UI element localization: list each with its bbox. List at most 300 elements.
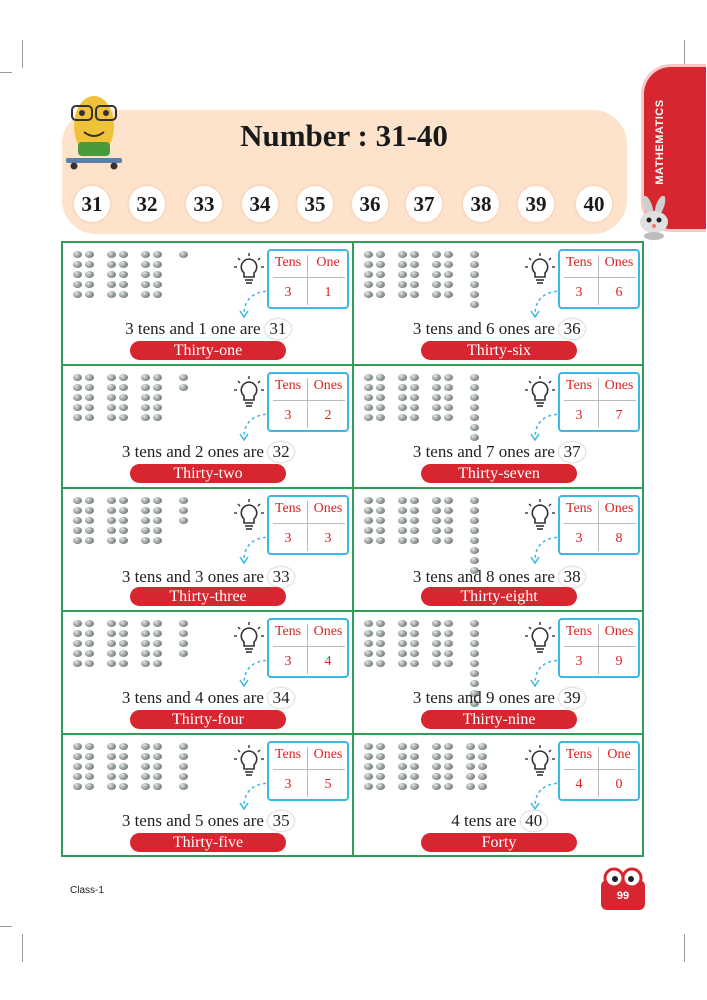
crop-mark xyxy=(22,934,23,962)
ten-bead xyxy=(153,394,162,401)
sentence-number: 38 xyxy=(559,567,585,587)
number-card xyxy=(63,735,353,857)
page-number-badge xyxy=(598,864,648,912)
box-divider xyxy=(273,523,345,524)
ten-bead xyxy=(410,783,419,790)
ten-bead xyxy=(364,261,373,268)
sentence-number: 31 xyxy=(265,319,291,339)
box-divider xyxy=(564,400,636,401)
ten-bead xyxy=(478,743,487,750)
one-bead xyxy=(470,517,479,524)
ones-header: Ones xyxy=(604,378,634,393)
ten-bead xyxy=(85,517,94,524)
number-card xyxy=(63,243,353,365)
ten-bead xyxy=(444,507,453,514)
ten-bead xyxy=(107,291,116,298)
ones-value: 9 xyxy=(615,654,623,669)
number-card xyxy=(63,612,353,734)
number-sentence xyxy=(63,319,353,339)
ten-bead xyxy=(432,620,441,627)
ten-bead xyxy=(432,291,441,298)
ten-bead xyxy=(376,743,385,750)
ten-bead xyxy=(85,271,94,278)
number-sentence xyxy=(354,567,644,587)
ten-bead xyxy=(85,394,94,401)
ten-bead xyxy=(107,743,116,750)
ten-bead xyxy=(364,374,373,381)
ten-bead xyxy=(107,773,116,780)
ones-value: 2 xyxy=(324,408,332,423)
ten-bead xyxy=(73,763,82,770)
ten-bead xyxy=(364,650,373,657)
ten-bead xyxy=(119,291,128,298)
ten-bead xyxy=(119,404,128,411)
ten-bead xyxy=(85,414,94,421)
tens-header: Tens xyxy=(274,378,302,393)
ten-bead xyxy=(153,630,162,637)
ten-bead xyxy=(119,763,128,770)
number-chip: 32 xyxy=(129,186,165,222)
place-value-box xyxy=(558,618,640,678)
ten-bead xyxy=(398,640,407,647)
ten-bead xyxy=(410,773,419,780)
ones-header: One xyxy=(316,255,340,270)
ten-bead xyxy=(141,650,150,657)
sentence-text: 3 tens and 1 one are xyxy=(125,319,261,338)
ten-bead xyxy=(444,620,453,627)
box-divider xyxy=(307,747,308,797)
light-bulb-icon xyxy=(233,253,265,287)
ten-bead xyxy=(398,620,407,627)
ten-bead xyxy=(141,497,150,504)
box-divider xyxy=(273,769,345,770)
ten-bead xyxy=(432,650,441,657)
sentence-text: 3 tens and 7 ones are xyxy=(412,442,555,461)
ten-bead xyxy=(432,527,441,534)
ten-bead xyxy=(153,414,162,421)
ten-bead xyxy=(398,394,407,401)
ten-bead xyxy=(119,374,128,381)
light-bulb-icon xyxy=(233,376,265,410)
ten-bead xyxy=(119,620,128,627)
ten-bead xyxy=(444,527,453,534)
ten-bead xyxy=(410,620,419,627)
tens-value: 4 xyxy=(575,777,583,792)
ten-bead xyxy=(376,507,385,514)
ten-bead xyxy=(73,374,82,381)
ten-bead xyxy=(85,261,94,268)
ten-bead xyxy=(432,507,441,514)
ten-bead xyxy=(119,527,128,534)
ten-bead xyxy=(73,404,82,411)
ten-bead xyxy=(107,394,116,401)
ten-bead xyxy=(398,773,407,780)
ten-bead xyxy=(432,630,441,637)
ten-bead xyxy=(444,384,453,391)
ten-bead xyxy=(119,281,128,288)
ten-bead xyxy=(398,374,407,381)
ten-bead xyxy=(398,517,407,524)
ten-bead xyxy=(376,783,385,790)
ten-bead xyxy=(73,507,82,514)
ten-bead xyxy=(119,743,128,750)
ten-bead xyxy=(376,630,385,637)
number-card xyxy=(354,489,644,611)
sentence-number: 37 xyxy=(559,442,585,462)
ten-bead xyxy=(141,261,150,268)
ten-bead xyxy=(85,374,94,381)
ten-bead xyxy=(73,783,82,790)
ten-bead xyxy=(85,753,94,760)
ten-bead xyxy=(141,281,150,288)
ten-bead xyxy=(376,384,385,391)
ten-bead xyxy=(107,507,116,514)
sentence-text: 3 tens and 8 ones are xyxy=(412,567,555,586)
ten-bead xyxy=(364,394,373,401)
ten-bead xyxy=(444,251,453,258)
ten-bead xyxy=(398,650,407,657)
ten-bead xyxy=(444,261,453,268)
ten-bead xyxy=(73,753,82,760)
number-sentence xyxy=(354,442,644,462)
ten-bead xyxy=(478,763,487,770)
one-bead xyxy=(470,660,479,667)
number-word-label: Thirty-five xyxy=(130,833,286,852)
number-word-label: Thirty-six xyxy=(421,341,577,360)
ten-bead xyxy=(141,271,150,278)
ten-bead xyxy=(444,640,453,647)
ten-bead xyxy=(364,527,373,534)
ten-bead xyxy=(153,620,162,627)
one-bead xyxy=(179,650,188,657)
ten-bead xyxy=(141,291,150,298)
ten-bead xyxy=(444,650,453,657)
ten-bead xyxy=(432,660,441,667)
ten-bead xyxy=(107,404,116,411)
ten-bead xyxy=(141,251,150,258)
ten-bead xyxy=(364,763,373,770)
ten-bead xyxy=(478,753,487,760)
ten-bead xyxy=(119,660,128,667)
ten-bead xyxy=(107,640,116,647)
ten-bead xyxy=(107,660,116,667)
ten-bead xyxy=(153,291,162,298)
ten-bead xyxy=(73,650,82,657)
ones-value: 8 xyxy=(615,531,623,546)
number-chip: 37 xyxy=(406,186,442,222)
ten-bead xyxy=(153,404,162,411)
ten-bead xyxy=(73,281,82,288)
one-bead xyxy=(179,763,188,770)
ten-bead xyxy=(85,783,94,790)
counting-beads xyxy=(364,497,494,567)
sentence-number: 35 xyxy=(268,811,294,831)
ten-bead xyxy=(141,414,150,421)
ten-bead xyxy=(398,753,407,760)
number-chip: 39 xyxy=(518,186,554,222)
ten-bead xyxy=(444,414,453,421)
ten-bead xyxy=(398,743,407,750)
sentence-text: 3 tens and 3 ones are xyxy=(121,567,264,586)
ten-bead xyxy=(410,660,419,667)
ten-bead xyxy=(141,620,150,627)
ten-bead xyxy=(73,743,82,750)
ten-bead xyxy=(153,660,162,667)
one-bead xyxy=(470,557,479,564)
ten-bead xyxy=(398,763,407,770)
ten-bead xyxy=(364,537,373,544)
sentence-number: 39 xyxy=(559,688,585,708)
one-bead xyxy=(470,497,479,504)
ten-bead xyxy=(444,537,453,544)
ten-bead xyxy=(107,251,116,258)
ten-bead xyxy=(119,394,128,401)
number-card xyxy=(63,489,353,611)
sentence-number: 32 xyxy=(268,442,294,462)
ten-bead xyxy=(410,630,419,637)
ten-bead xyxy=(398,660,407,667)
light-bulb-icon xyxy=(233,745,265,779)
ten-bead xyxy=(410,640,419,647)
tens-header: Tens xyxy=(565,624,593,639)
ten-bead xyxy=(444,517,453,524)
ten-bead xyxy=(73,261,82,268)
number-word-label: Thirty-four xyxy=(130,710,286,729)
ten-bead xyxy=(466,763,475,770)
number-card xyxy=(354,735,644,857)
ten-bead xyxy=(153,517,162,524)
ten-bead xyxy=(444,743,453,750)
ten-bead xyxy=(107,763,116,770)
ten-bead xyxy=(410,261,419,268)
ten-bead xyxy=(119,640,128,647)
ten-bead xyxy=(153,773,162,780)
ten-bead xyxy=(141,507,150,514)
one-bead xyxy=(179,640,188,647)
ten-bead xyxy=(85,281,94,288)
ones-header: Ones xyxy=(313,747,343,762)
ones-value: 0 xyxy=(615,777,623,792)
number-word-label: Thirty-seven xyxy=(421,464,577,483)
ten-bead xyxy=(364,384,373,391)
ten-bead xyxy=(107,517,116,524)
ten-bead xyxy=(141,773,150,780)
ones-value: 4 xyxy=(324,654,332,669)
ten-bead xyxy=(398,261,407,268)
sentence-text: 3 tens and 6 ones are xyxy=(412,319,555,338)
number-chip: 33 xyxy=(186,186,222,222)
ten-bead xyxy=(364,743,373,750)
ten-bead xyxy=(85,537,94,544)
ten-bead xyxy=(432,261,441,268)
ten-bead xyxy=(73,517,82,524)
subject-tab-label: MATHEMATICS xyxy=(654,99,666,185)
one-bead xyxy=(470,384,479,391)
box-divider xyxy=(564,769,636,770)
ten-bead xyxy=(376,640,385,647)
ten-bead xyxy=(364,507,373,514)
counting-beads xyxy=(73,743,203,813)
one-bead xyxy=(470,547,479,554)
sentence-text: 4 tens are xyxy=(451,811,517,830)
tens-header: Tens xyxy=(274,255,302,270)
number-chip: 38 xyxy=(463,186,499,222)
crop-mark xyxy=(0,72,12,73)
ten-bead xyxy=(410,374,419,381)
ten-bead xyxy=(107,374,116,381)
ten-bead xyxy=(410,291,419,298)
ten-bead xyxy=(85,660,94,667)
ten-bead xyxy=(376,374,385,381)
ten-bead xyxy=(410,753,419,760)
ten-bead xyxy=(398,783,407,790)
ten-bead xyxy=(85,291,94,298)
ones-header: Ones xyxy=(313,378,343,393)
box-divider xyxy=(273,646,345,647)
number-word-label: Thirty-three xyxy=(130,587,286,606)
sentence-number: 34 xyxy=(268,688,294,708)
one-bead xyxy=(470,640,479,647)
ten-bead xyxy=(73,291,82,298)
counting-beads xyxy=(73,497,203,567)
one-bead xyxy=(179,517,188,524)
ten-bead xyxy=(410,384,419,391)
ten-bead xyxy=(398,251,407,258)
light-bulb-icon xyxy=(524,622,556,656)
place-value-box xyxy=(558,495,640,555)
ten-bead xyxy=(107,384,116,391)
page-title: Number : 31-40 xyxy=(240,118,448,153)
ones-header: Ones xyxy=(604,255,634,270)
ten-bead xyxy=(444,773,453,780)
one-bead xyxy=(470,414,479,421)
one-bead xyxy=(470,670,479,677)
ten-bead xyxy=(73,640,82,647)
ten-bead xyxy=(376,660,385,667)
ten-bead xyxy=(141,384,150,391)
number-word-label: Thirty-two xyxy=(130,464,286,483)
number-chip: 40 xyxy=(576,186,612,222)
ten-bead xyxy=(119,261,128,268)
counting-beads xyxy=(73,251,203,321)
number-sentence xyxy=(354,319,644,339)
sentence-number: 36 xyxy=(559,319,585,339)
tens-value: 3 xyxy=(284,654,292,669)
light-bulb-icon xyxy=(524,499,556,533)
tens-value: 3 xyxy=(284,777,292,792)
ten-bead xyxy=(410,394,419,401)
ten-bead xyxy=(85,650,94,657)
ten-bead xyxy=(73,630,82,637)
one-bead xyxy=(179,251,188,258)
ten-bead xyxy=(85,773,94,780)
ten-bead xyxy=(444,497,453,504)
ten-bead xyxy=(364,291,373,298)
ten-bead xyxy=(410,537,419,544)
ten-bead xyxy=(398,527,407,534)
one-bead xyxy=(179,630,188,637)
number-word-label: Thirty-nine xyxy=(421,710,577,729)
ten-bead xyxy=(141,743,150,750)
one-bead xyxy=(470,620,479,627)
ten-bead xyxy=(432,497,441,504)
ones-value: 7 xyxy=(615,408,623,423)
ten-bead xyxy=(153,507,162,514)
tens-value: 3 xyxy=(284,285,292,300)
one-bead xyxy=(179,374,188,381)
light-bulb-icon xyxy=(524,745,556,779)
ten-bead xyxy=(466,743,475,750)
ten-bead xyxy=(85,620,94,627)
ten-bead xyxy=(444,630,453,637)
one-bead xyxy=(470,281,479,288)
one-bead xyxy=(179,620,188,627)
counting-beads xyxy=(364,251,494,321)
ten-bead xyxy=(376,281,385,288)
ten-bead xyxy=(85,763,94,770)
ten-bead xyxy=(73,271,82,278)
ones-header: Ones xyxy=(604,624,634,639)
light-bulb-icon xyxy=(233,622,265,656)
number-sequence xyxy=(70,186,620,222)
box-divider xyxy=(598,747,599,797)
sentence-text: 3 tens and 4 ones are xyxy=(121,688,264,707)
box-divider xyxy=(598,255,599,305)
ten-bead xyxy=(85,251,94,258)
ten-bead xyxy=(107,527,116,534)
tens-header: Tens xyxy=(565,255,593,270)
box-divider xyxy=(598,501,599,551)
tens-header: Tens xyxy=(274,624,302,639)
box-divider xyxy=(598,624,599,674)
one-bead xyxy=(470,424,479,431)
ten-bead xyxy=(107,271,116,278)
place-value-box xyxy=(267,372,349,432)
ten-bead xyxy=(410,281,419,288)
ten-bead xyxy=(85,404,94,411)
ten-bead xyxy=(376,773,385,780)
ten-bead xyxy=(466,783,475,790)
ten-bead xyxy=(444,753,453,760)
ten-bead xyxy=(73,384,82,391)
counting-beads xyxy=(364,620,494,690)
ten-bead xyxy=(410,650,419,657)
box-divider xyxy=(598,378,599,428)
ten-bead xyxy=(432,537,441,544)
ten-bead xyxy=(466,773,475,780)
ten-bead xyxy=(119,384,128,391)
ten-bead xyxy=(107,753,116,760)
counting-beads xyxy=(364,743,494,813)
ten-bead xyxy=(410,414,419,421)
number-word-label: Thirty-one xyxy=(130,341,286,360)
box-divider xyxy=(307,624,308,674)
ten-bead xyxy=(141,640,150,647)
ten-bead xyxy=(107,630,116,637)
ten-bead xyxy=(73,537,82,544)
one-bead xyxy=(179,753,188,760)
one-bead xyxy=(470,527,479,534)
ten-bead xyxy=(364,630,373,637)
sentence-text: 3 tens and 5 ones are xyxy=(121,811,264,830)
ten-bead xyxy=(376,394,385,401)
ten-bead xyxy=(153,497,162,504)
box-divider xyxy=(307,255,308,305)
one-bead xyxy=(470,251,479,258)
class-label: Class-1 xyxy=(70,885,104,896)
one-bead xyxy=(470,680,479,687)
tens-header: Tens xyxy=(274,747,302,762)
